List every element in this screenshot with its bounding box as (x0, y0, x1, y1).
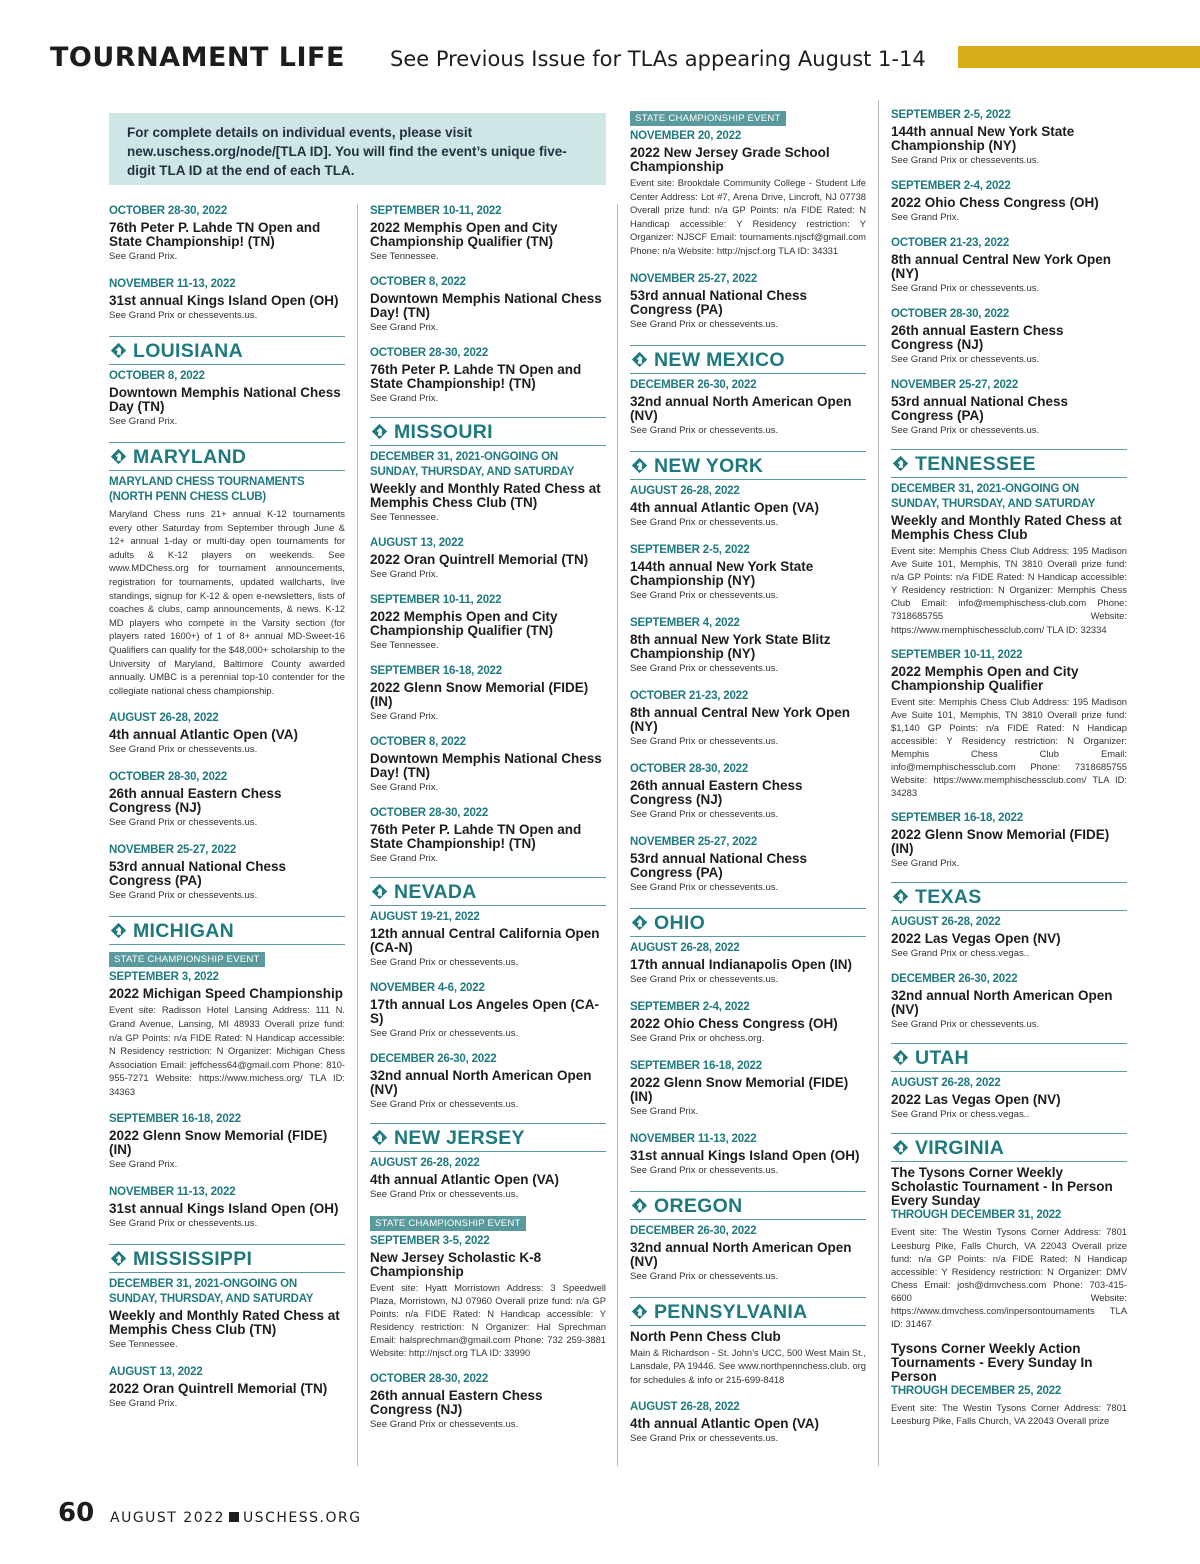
event-reference: See Grand Prix or chessevents.us. (630, 1164, 779, 1176)
event-reference: See Grand Prix or chessevents.us. (630, 735, 779, 747)
event-reference: See Tennessee. (370, 640, 439, 651)
event-reference: See Grand Prix. (370, 782, 439, 793)
event-date: DECEMBER 26-30, 2022 (891, 973, 1018, 986)
event-reference: See Grand Prix or chessevents.us. (630, 973, 779, 985)
event-title: 2022 New Jersey Grade School Championship (630, 145, 830, 174)
event-date: DECEMBER 26-30, 2022 (630, 378, 757, 391)
event-title: Downtown Memphis National Chess Day (TN) (109, 385, 341, 414)
event-title: 2022 Oran Quintrell Memorial (TN) (370, 552, 589, 567)
event-reference: See Grand Prix or chessevents.us. (891, 155, 1040, 166)
chess-knight-icon (110, 342, 127, 359)
state-heading (891, 1133, 1127, 1162)
tournament-listing (630, 272, 866, 331)
tournament-listing (370, 664, 606, 723)
state-name: OREGON (654, 1194, 743, 1217)
tournament-listing (891, 1166, 1127, 1330)
info-callout (109, 113, 606, 185)
chess-knight-icon (110, 922, 127, 939)
tournament-listing (370, 204, 606, 263)
state-heading (891, 1043, 1127, 1072)
state-heading (891, 449, 1127, 478)
listing-column-1 (109, 204, 345, 1424)
event-reference: See Grand Prix or ohchess.org. (630, 1032, 765, 1044)
event-title: Weekly and Monthly Rated Chess at Memphis Chess Club (891, 513, 1122, 542)
tournament-listing (109, 1365, 345, 1410)
event-date: SEPTEMBER 2-4, 2022 (891, 180, 1011, 192)
event-reference: See Tennessee. (370, 251, 439, 262)
tournament-listing (630, 762, 866, 821)
event-reference: See Grand Prix or chessevents.us. (109, 744, 258, 756)
event-date: SEPTEMBER 2-4, 2022 (630, 1000, 750, 1013)
tournament-listing (109, 1185, 345, 1230)
event-reference: See Grand Prix or chessevents.us. (370, 1099, 519, 1110)
state-heading (370, 1123, 606, 1152)
event-reference: See Grand Prix or chessevents.us. (370, 1418, 519, 1430)
state-championship-badge: STATE CHAMPIONSHIP EVENT (370, 1216, 526, 1231)
tournament-listing (630, 1132, 866, 1177)
chess-knight-icon (892, 1139, 909, 1156)
event-title: 26th annual Eastern Chess Congress (NJ) (891, 323, 1064, 352)
event-date: SEPTEMBER 10-11, 2022 (891, 648, 1023, 661)
event-reference: See Grand Prix or chessevents.us. (109, 1218, 258, 1230)
event-reference: See Grand Prix or chessevents.us. (630, 1433, 779, 1445)
event-title: 26th annual Eastern Chess Congress (NJ) (109, 786, 282, 816)
section-title: TOURNAMENT LIFE (50, 42, 345, 73)
tournament-listing (370, 450, 606, 524)
tournament-listing (370, 1052, 606, 1111)
chess-knight-icon (371, 1129, 388, 1146)
event-details: Event site: Hyatt Morristown Address: 3 Speedwell Plaza, Morristown, NJ 07960 Overall prize fund: n/a GP Points: n/a FIDE Rated: N Handicap accessible: Y Residency restriction: N Organizer: Hal Sprechman Email: halsprechman@gmail.com Phone: 732 259-3881 Website: http://njscf.org TLA ID: 33990 (370, 1282, 606, 1359)
event-reference: See Grand Prix or chessevents.us. (630, 589, 779, 601)
event-reference: See Grand Prix. (109, 1398, 178, 1410)
event-date: AUGUST 26-28, 2022 (370, 1157, 480, 1169)
header-accent-bar (958, 46, 1200, 68)
tournament-listing (891, 915, 1127, 960)
state-name: NEVADA (394, 881, 477, 903)
event-reference: See Grand Prix. (630, 1105, 699, 1117)
event-date: AUGUST 26-28, 2022 (891, 916, 1001, 929)
event-reference: See Grand Prix. (891, 212, 960, 223)
event-title: Downtown Memphis National Chess Day! (TN) (370, 751, 602, 780)
event-reference: See Grand Prix or chessevents.us. (630, 318, 779, 330)
event-details: Event site: Brookdale Community College - Student Life Center Address: Lot #7, Arena Drive, Lincroft, NJ 07738 Overall prize fund: n/a GP Points: n/a FIDE Rated: N Handicap accessible: Y Residency restriction: Y Organizer: NJSCF Email: tournaments.njscf@gmail.com Phone: n/a Website: http://njscf.org TLA ID: 34331 (630, 177, 866, 256)
event-title: Downtown Memphis National Chess Day! (TN) (370, 291, 602, 320)
event-reference: See Grand Prix or chessevents.us. (370, 1028, 519, 1039)
listing-column-3 (630, 108, 866, 1459)
callout-text: For complete details on individual events, please visit new.uschess.org/node/[TLA ID]. You will find the event’s unique five-digit TLA ID at the end of each TLA. (127, 125, 567, 178)
event-reference: See Grand Prix or chessevents.us. (370, 957, 519, 968)
event-date: SEPTEMBER 10-11, 2022 (370, 594, 502, 606)
event-details: Main & Richardson - St. John’s UCC, 500 West Main St., Lansdale, PA 19446. See www.northpennchess.club. org for schedules & info or 215-699-8418 (630, 1346, 866, 1385)
tournament-listing (370, 1372, 606, 1431)
state-name: MISSOURI (394, 421, 493, 443)
event-date: NOVEMBER 11-13, 2022 (109, 1186, 236, 1199)
chess-knight-icon (631, 1197, 648, 1214)
state-heading (109, 442, 345, 471)
tournament-listing (891, 236, 1127, 295)
event-reference: See Grand Prix or chessevents.us. (109, 817, 258, 829)
listing-column-2 (370, 204, 606, 1443)
event-reference: See Grand Prix or chess.vegas.. (891, 948, 1030, 960)
event-reference: See Grand Prix or chessevents.us. (109, 310, 258, 321)
event-title: 4th annual Atlantic Open (VA) (630, 499, 820, 515)
event-date: SEPTEMBER 3, 2022 (109, 971, 219, 984)
event-date: SEPTEMBER 16-18, 2022 (891, 812, 1023, 825)
event-reference: See Grand Prix. (891, 858, 960, 870)
event-date: OCTOBER 8, 2022 (109, 370, 205, 382)
tournament-listing (109, 843, 345, 902)
event-title: 31st annual Kings Island Open (OH) (109, 1201, 339, 1217)
tournament-listing (630, 616, 866, 675)
event-date: SEPTEMBER 4, 2022 (630, 616, 740, 629)
tournament-listing (630, 543, 866, 602)
tournament-listing (370, 981, 606, 1040)
event-details: Event site: The Westin Tysons Corner Address: 7801 Leesburg Pike, Falls Church, VA 22043 Overall prize fund: n/a GP Points: n/a FIDE Rated: N Handicap accessible: Y Residency restriction: N Organizer: DMV Chess Email: josh@dmvchess.com Phone: 703-415-6600 Website: https://www.dmvchess.com/inpersontournaments TLA ID: 31467 (891, 1226, 1127, 1330)
event-details: Event site: Radisson Hotel Lansing Address: 111 N. Grand Avenue, Lansing, MI 48933 Overall prize fund: n/a GP Points: n/a FIDE Rated: N Handicap accessible: N Residency restriction: N Organizer: Michigan Chess Association Email: jeffchess64@gmail.com Phone: 810-955-7271 Website: https://www.michess.org/ TLA ID: 34363 (109, 1004, 345, 1097)
event-date: THROUGH DECEMBER 25, 2022 (891, 1385, 1062, 1398)
event-date: OCTOBER 28-30, 2022 (370, 1372, 489, 1385)
event-reference: See Grand Prix or chessevents.us. (891, 1019, 1040, 1031)
tournament-listing (370, 593, 606, 652)
event-details: Event site: The Westin Tysons Corner Address: 7801 Leesburg Pike, Falls Church, VA 22043 Overall prize (891, 1402, 1127, 1427)
event-reference: See Grand Prix or chessevents.us. (370, 1189, 519, 1200)
state-heading (630, 1191, 866, 1220)
tournament-listing (109, 770, 345, 829)
event-title: 32nd annual North American Open (NV) (630, 1239, 852, 1269)
tournament-listing (109, 711, 345, 756)
chess-knight-icon (110, 1250, 127, 1267)
tournament-listing (370, 1156, 606, 1201)
event-title: 4th annual Atlantic Open (VA) (630, 1416, 820, 1432)
state-heading (891, 882, 1127, 911)
event-reference: See Grand Prix. (370, 393, 439, 404)
event-date: SEPTEMBER 2-5, 2022 (630, 543, 750, 556)
section-subtitle: See Previous Issue for TLAs appearing August 1-14 (390, 47, 926, 71)
event-title: 53rd annual National Chess Congress (PA) (891, 394, 1069, 423)
event-title: 2022 Memphis Open and City Championship Qualifier (TN) (370, 609, 558, 638)
event-reference: See Grand Prix. (109, 1159, 178, 1171)
column-divider (878, 100, 879, 1466)
tournament-listing (109, 277, 345, 322)
tournament-listing (109, 204, 345, 263)
state-heading (109, 1244, 345, 1273)
event-date: THROUGH DECEMBER 31, 2022 (891, 1209, 1062, 1222)
state-name: NEW JERSEY (394, 1127, 525, 1149)
event-details: Maryland Chess runs 21+ annual K-12 tournaments every other Saturday from September through June & 12+ annual 1-day or multi-day open tournaments for adults & K-12 players on weekends. See www.MDChess.org for tournament announcements, registration for tournaments, updated wallcharts, live standings, signup for K-12 & open e-newsletters, lists of coaches & clubs, camp announcements, & news. K-12 MD players who compete in the Varsity section (for players rated 1600+) of 1 of 8+ annual MD-Sweet-16 Qualifiers can qualify for the $48,000+ scholarship to the University of Maryland, Baltimore County awarded annually. UMBC is a perennial top-10 contender for the collegiate national chess championship. (109, 508, 345, 696)
event-title: 2022 Glenn Snow Memorial (FIDE) (IN) (891, 827, 1110, 857)
event-reference: See Grand Prix or chess.vegas.. (891, 1109, 1030, 1121)
event-date: OCTOBER 21-23, 2022 (630, 689, 749, 702)
tournament-listing (109, 475, 345, 697)
event-date: OCTOBER 28-30, 2022 (370, 347, 489, 359)
event-title: 17th annual Indianapolis Open (IN) (630, 956, 853, 972)
tournament-listing (109, 369, 345, 428)
chess-knight-icon (631, 914, 648, 931)
state-heading (109, 336, 345, 365)
event-title: 144th annual New York State Championship (NY) (891, 124, 1075, 153)
event-title: 76th Peter P. Lahde TN Open and State Championship! (TN) (109, 220, 321, 249)
state-heading (630, 451, 866, 480)
event-title: 76th Peter P. Lahde TN Open and State Championship! (TN) (370, 822, 582, 851)
page-number: 60 (58, 1498, 95, 1528)
state-heading (630, 1297, 866, 1326)
event-title: 2022 Glenn Snow Memorial (FIDE) (IN) (109, 1128, 328, 1158)
event-reference: See Grand Prix or chessevents.us. (630, 808, 779, 820)
tournament-listing (630, 1400, 866, 1445)
state-heading (630, 908, 866, 937)
state-name: TENNESSEE (915, 453, 1036, 475)
tournament-listing (370, 275, 606, 334)
event-title: 144th annual New York State Championship (NY) (630, 558, 814, 588)
chess-knight-icon (371, 423, 388, 440)
event-date: DECEMBER 31, 2021-ONGOING ON SUNDAY, THURSDAY, AND SATURDAY (370, 451, 575, 478)
chess-knight-icon (892, 455, 909, 472)
state-name: LOUISIANA (133, 340, 243, 362)
event-date: OCTOBER 28-30, 2022 (891, 308, 1010, 320)
event-date: AUGUST 26-28, 2022 (630, 484, 740, 497)
chess-knight-icon (371, 883, 388, 900)
event-title: 4th annual Atlantic Open (VA) (370, 1172, 560, 1187)
tournament-listing (630, 1059, 866, 1118)
column-divider (357, 204, 358, 1466)
event-date: DECEMBER 31, 2021-ONGOING ON SUNDAY, THURSDAY, AND SATURDAY (109, 1278, 314, 1306)
event-reference: See Grand Prix or chessevents.us. (630, 662, 779, 674)
event-reference: See Grand Prix or chessevents.us. (891, 354, 1040, 365)
chess-knight-icon (631, 1303, 648, 1320)
tournament-listing (891, 811, 1127, 870)
event-title: 26th annual Eastern Chess Congress (NJ) (370, 1387, 543, 1417)
state-name: VIRGINIA (915, 1137, 1005, 1160)
state-name: OHIO (654, 911, 706, 934)
event-title: 2022 Glenn Snow Memorial (FIDE) (IN) (630, 1074, 849, 1104)
state-heading (109, 916, 345, 945)
event-title: 2022 Ohio Chess Congress (OH) (891, 195, 1099, 210)
state-name: UTAH (915, 1047, 969, 1070)
event-date: DECEMBER 31, 2021-ONGOING ON SUNDAY, THURSDAY, AND SATURDAY (891, 483, 1096, 510)
event-title: 31st annual Kings Island Open (OH) (630, 1147, 860, 1163)
tournament-listing (109, 1112, 345, 1171)
event-reference: See Tennessee. (109, 1339, 178, 1351)
issue-date: AUGUST 2022 (110, 1510, 225, 1526)
event-date: DECEMBER 26-30, 2022 (630, 1224, 757, 1237)
event-date: NOVEMBER 25-27, 2022 (891, 379, 1019, 391)
event-title: 2022 Glenn Snow Memorial (FIDE) (IN) (370, 680, 589, 709)
event-date: NOVEMBER 25-27, 2022 (109, 844, 237, 857)
event-date: AUGUST 26-28, 2022 (891, 1077, 1001, 1090)
event-reference: See Grand Prix or chessevents.us. (630, 1270, 779, 1282)
tournament-listing (891, 179, 1127, 224)
tournament-listing (891, 1076, 1127, 1121)
event-title: 31st annual Kings Island Open (OH) (109, 293, 339, 308)
chess-knight-icon (892, 1049, 909, 1066)
event-title: New Jersey Scholastic K-8 Championship (370, 1250, 542, 1279)
tournament-listing (370, 806, 606, 865)
event-details: Event site: Memphis Chess Club Address: 195 Madison Ave Suite 101, Memphis, TN 3810 Overall prize fund: $1,140 GP Points: n/a FIDE Rated: N Handicap accessible: Y Residency restriction: N Organizer: Memphis Chess Club Email: info@memphischessclub.com Phone: 7318685755 Website: https://www.memphischessclub.com/ TLA ID: 34283 (891, 695, 1127, 799)
event-title: 32nd annual North American Open (NV) (370, 1068, 592, 1097)
chess-knight-icon (110, 448, 127, 465)
event-date: AUGUST 13, 2022 (109, 1366, 203, 1379)
event-reference: See Grand Prix or chessevents.us. (891, 425, 1040, 436)
listing-column-4 (891, 108, 1127, 1439)
tournament-listing (630, 108, 866, 258)
state-name: NEW YORK (654, 454, 764, 477)
event-date: NOVEMBER 20, 2022 (630, 130, 742, 142)
chess-knight-icon (631, 457, 648, 474)
event-reference: See Grand Prix. (370, 853, 439, 864)
event-date: NOVEMBER 11-13, 2022 (630, 1132, 757, 1145)
event-reference: See Grand Prix or chessevents.us. (109, 890, 258, 902)
chess-knight-icon (631, 351, 648, 368)
event-title: 53rd annual National Chess Congress (PA) (630, 287, 808, 317)
column-divider (617, 204, 618, 1466)
state-name: MARYLAND (133, 446, 247, 468)
state-heading (370, 417, 606, 446)
event-title: 8th annual New York State Blitz Championship (NY) (630, 631, 831, 661)
square-bullet-icon (229, 1512, 239, 1522)
state-name: MISSISSIPPI (133, 1248, 253, 1271)
event-title: 2022 Michigan Speed Championship (109, 986, 344, 1002)
tournament-listing (891, 482, 1127, 636)
event-date: NOVEMBER 11-13, 2022 (109, 278, 236, 290)
footer-site: USCHESS.ORG (242, 1510, 362, 1526)
state-name: TEXAS (915, 886, 982, 909)
event-date: OCTOBER 28-30, 2022 (109, 205, 228, 217)
event-date: AUGUST 26-28, 2022 (109, 712, 219, 725)
event-title: 32nd annual North American Open (NV) (630, 393, 852, 423)
tournament-listing (370, 910, 606, 969)
tournament-listing (630, 1000, 866, 1045)
event-reference: See Grand Prix. (109, 251, 178, 262)
event-date: OCTOBER 8, 2022 (370, 276, 466, 288)
event-date: SEPTEMBER 16-18, 2022 (630, 1059, 762, 1072)
event-title: 17th annual Los Angeles Open (CA-S) (370, 997, 600, 1026)
tournament-listing (891, 648, 1127, 800)
state-heading (630, 345, 866, 374)
event-reference: See Tennessee. (370, 512, 439, 523)
event-title: 2022 Las Vegas Open (NV) (891, 931, 1061, 947)
state-championship-badge: STATE CHAMPIONSHIP EVENT (630, 111, 786, 126)
event-date: AUGUST 26-28, 2022 (630, 941, 740, 954)
tournament-listing (370, 1213, 606, 1360)
event-title: 2022 Oran Quintrell Memorial (TN) (109, 1381, 328, 1397)
tournament-listing (891, 378, 1127, 437)
event-date: NOVEMBER 25-27, 2022 (630, 272, 758, 285)
tournament-listing (370, 735, 606, 794)
event-date: MARYLAND CHESS TOURNAMENTS (NORTH PENN CHESS CLUB) (109, 476, 305, 503)
event-details: Event site: Memphis Chess Club Address: 195 Madison Ave Suite 101, Memphis, TN 3810 Overall prize fund: n/a GP Points: n/a FIDE Rated: N Handicap accessible: Y Residency restriction: N Organizer: Memphis Chess Club Email: info@memphischess-club.com Phone: 7318685755 Website: https://www.memphischessclub.com/ TLA ID: 32334 (891, 545, 1127, 635)
tournament-listing (630, 1224, 866, 1283)
event-date: OCTOBER 28-30, 2022 (370, 807, 489, 819)
event-title: 2022 Memphis Open and City Championship Qualifier (891, 663, 1079, 693)
state-championship-badge: STATE CHAMPIONSHIP EVENT (109, 952, 265, 967)
event-title: 32nd annual North American Open (NV) (891, 988, 1113, 1018)
event-date: SEPTEMBER 10-11, 2022 (370, 205, 502, 217)
state-heading (370, 877, 606, 906)
tournament-listing (630, 1330, 866, 1387)
state-name: MICHIGAN (133, 920, 234, 943)
state-name: PENNSYLVANIA (654, 1300, 808, 1323)
event-date: SEPTEMBER 16-18, 2022 (370, 665, 502, 677)
event-title: 4th annual Atlantic Open (VA) (109, 727, 299, 743)
event-title: The Tysons Corner Weekly Scholastic Tournament - In Person Every Sunday (891, 1165, 1113, 1209)
event-date: NOVEMBER 25-27, 2022 (630, 835, 758, 848)
tournament-listing (109, 949, 345, 1098)
state-name: NEW MEXICO (654, 348, 785, 371)
page-header (50, 42, 1200, 76)
tournament-listing (630, 378, 866, 437)
event-reference: See Grand Prix. (370, 322, 439, 333)
tournament-listing (891, 307, 1127, 366)
event-reference: See Grand Prix or chessevents.us. (630, 424, 779, 436)
event-title: 76th Peter P. Lahde TN Open and State Championship! (TN) (370, 362, 582, 391)
tournament-listing (630, 689, 866, 748)
event-title: 2022 Las Vegas Open (NV) (891, 1092, 1061, 1108)
event-title: 53rd annual National Chess Congress (PA) (630, 850, 808, 880)
event-date: SEPTEMBER 16-18, 2022 (109, 1113, 241, 1126)
event-date: AUGUST 19-21, 2022 (370, 911, 480, 923)
event-title: Weekly and Monthly Rated Chess at Memphis Chess Club (TN) (370, 481, 601, 510)
event-date: OCTOBER 28-30, 2022 (109, 771, 228, 784)
event-date: OCTOBER 28-30, 2022 (630, 762, 749, 775)
page-footer (58, 1498, 362, 1528)
tournament-listing (370, 536, 606, 581)
tournament-listing (630, 835, 866, 894)
footer-issue (110, 1510, 362, 1526)
event-title: North Penn Chess Club (630, 1328, 781, 1344)
event-title: 12th annual Central California Open (CA-N) (370, 926, 600, 955)
event-date: AUGUST 13, 2022 (370, 537, 464, 549)
event-reference: See Grand Prix. (370, 569, 439, 580)
event-title: 2022 Ohio Chess Congress (OH) (630, 1015, 838, 1031)
tournament-listing (109, 1277, 345, 1351)
tournament-listing (630, 941, 866, 986)
event-date: OCTOBER 21-23, 2022 (891, 237, 1010, 249)
event-date: OCTOBER 8, 2022 (370, 736, 466, 748)
event-title: 53rd annual National Chess Congress (PA) (109, 859, 287, 889)
event-title: 8th annual Central New York Open (NY) (630, 704, 851, 734)
chess-knight-icon (892, 888, 909, 905)
tournament-listing (891, 108, 1127, 167)
event-title: Weekly and Monthly Rated Chess at Memphis Chess Club (TN) (109, 1308, 340, 1338)
event-date: NOVEMBER 4-6, 2022 (370, 982, 485, 994)
event-date: DECEMBER 26-30, 2022 (370, 1053, 497, 1065)
tournament-listing (891, 1342, 1127, 1427)
tournament-listing (891, 972, 1127, 1031)
event-reference: See Grand Prix or chessevents.us. (630, 516, 779, 528)
event-reference: See Grand Prix. (109, 416, 178, 427)
event-reference: See Grand Prix or chessevents.us. (630, 881, 779, 893)
event-date: SEPTEMBER 2-5, 2022 (891, 109, 1011, 121)
event-reference: See Grand Prix or chessevents.us. (891, 283, 1040, 294)
tournament-listing (630, 484, 866, 529)
event-title: Tysons Corner Weekly Action Tournaments - Every Sunday In Person (891, 1341, 1093, 1385)
event-title: 26th annual Eastern Chess Congress (NJ) (630, 777, 803, 807)
event-reference: See Grand Prix. (370, 711, 439, 722)
event-title: 2022 Memphis Open and City Championship Qualifier (TN) (370, 220, 558, 249)
tournament-listing (370, 346, 606, 405)
event-date: SEPTEMBER 3-5, 2022 (370, 1235, 490, 1247)
event-date: AUGUST 26-28, 2022 (630, 1401, 740, 1414)
event-title: 8th annual Central New York Open (NY) (891, 252, 1112, 281)
